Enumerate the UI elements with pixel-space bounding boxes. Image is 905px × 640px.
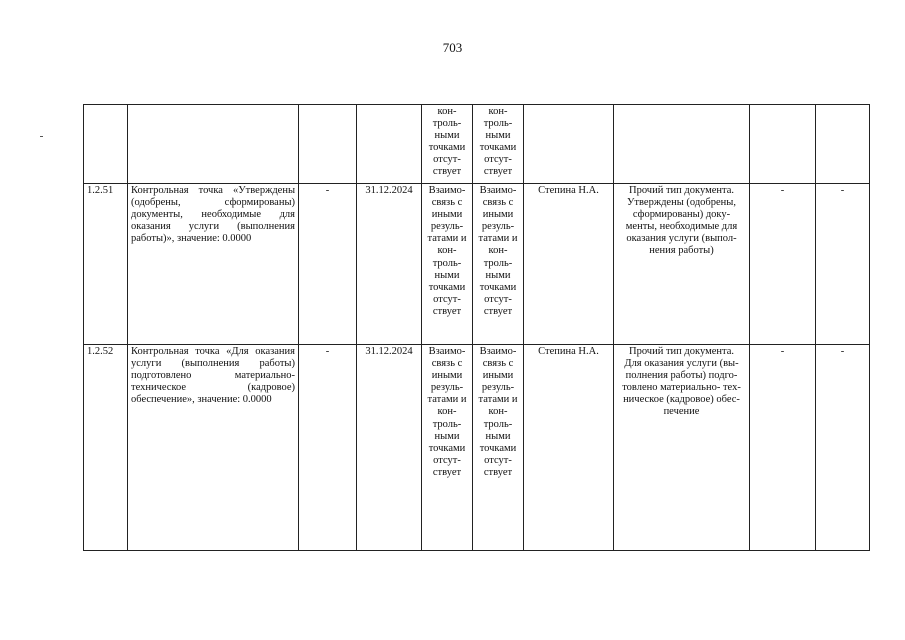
link-text: кон- троль- ными точками отсут- ствует <box>428 106 466 178</box>
row-col-y: - <box>816 184 870 345</box>
table-row <box>84 184 870 345</box>
table-cell <box>473 105 524 184</box>
row-col-y: - <box>816 345 870 551</box>
row-end-date: 31.12.2024 <box>357 184 422 345</box>
plan-table <box>83 104 870 551</box>
table-row-continuation <box>84 105 870 184</box>
table-cell <box>524 105 614 184</box>
row-col-x: - <box>750 184 816 345</box>
link-text: кон- троль- ными точками отсут- ствует <box>479 106 517 178</box>
row-number: 1.2.51 <box>84 184 128 345</box>
row-end-date: 31.12.2024 <box>357 345 422 551</box>
row-responsible: Степина Н.А. <box>524 184 614 345</box>
row-responsible: Степина Н.А. <box>524 345 614 551</box>
link-text: Взаимо- связь с иными резуль- татами и кон- троль- ными точками отсут- ствует <box>427 185 467 317</box>
table-cell <box>422 105 473 184</box>
row-document: Прочий тип документа. Для оказания услуги (вы- полнения работы) подго- товлено материально- тех- ническое (кадровое) обес- печение <box>622 346 741 418</box>
row-name: Контрольная точка «Для оказания услуги (выполнения работы) подготовлено материально-техническое (кадровое) обеспечение», значение: 0.0000 <box>128 345 299 551</box>
table-cell <box>422 345 473 551</box>
row-name: Контрольная точка «Утверждены (одобрены, сформированы) документы, необходимые для оказания услуги (выполнения работы)», значение: 0.0000 <box>128 184 299 345</box>
table-cell <box>422 184 473 345</box>
link-text: Взаимо- связь с иными резуль- татами и кон- троль- ными точками отсут- ствует <box>478 346 518 478</box>
table-cell <box>473 184 524 345</box>
table-row <box>84 345 870 551</box>
row-start: - <box>299 184 357 345</box>
table-cell <box>750 105 816 184</box>
row-document: Прочий тип документа. Утверждены (одобрены, сформированы) доку- менты, необходимые для оказания услуги (выпол- нения работы) <box>625 185 738 257</box>
table-cell <box>357 105 422 184</box>
table-cell <box>473 345 524 551</box>
row-start: - <box>299 345 357 551</box>
table-cell <box>614 184 750 345</box>
row-number: 1.2.52 <box>84 345 128 551</box>
link-text: Взаимо- связь с иными резуль- татами и кон- троль- ными точками отсут- ствует <box>478 185 518 317</box>
link-text: Взаимо- связь с иными резуль- татами и кон- троль- ными точками отсут- ствует <box>427 346 467 478</box>
table-cell <box>128 105 299 184</box>
row-col-x: - <box>750 345 816 551</box>
page-number: 703 <box>442 40 463 55</box>
table-cell <box>84 105 128 184</box>
table-cell <box>614 345 750 551</box>
table-cell <box>614 105 750 184</box>
table-cell <box>299 105 357 184</box>
table-cell <box>816 105 870 184</box>
scan-mark <box>40 136 43 137</box>
